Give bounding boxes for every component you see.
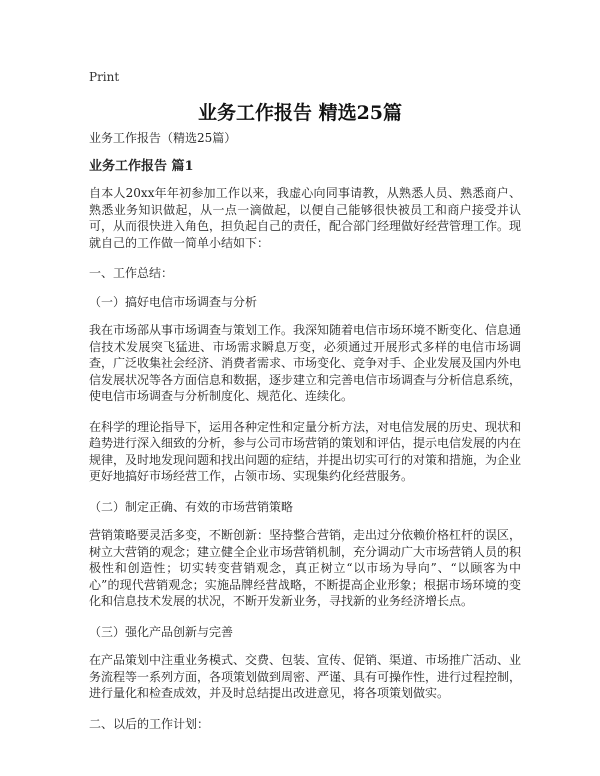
page-title: 业务工作报告 精选25篇: [197, 102, 403, 124]
section-title: 业务工作报告 篇1: [89, 158, 194, 174]
paragraph-marketing-strategy: 营销策略要灵活多变，不断创新：坚持整合营销，走出过分依赖价格杠杆的误区，树立大营销的观念；建立健全企业市场营销机制，充分调动广大市场营销人员的积极性和创造性；切实转变营销观念，真正树立“以市场为导向”、“以顾客为中心”的现代营销观念；实施品牌经营战略，不断提高企业形象；根据市场环境的变化和信息技术发展的状况，不断开发新业务，寻找新的业务经济增长点。: [89, 528, 522, 608]
paragraph-market-research-1: 我在市场部从事市场调查与策划工作。我深知随着电信市场环境不断变化、信息通信技术发展突飞猛进、市场需求瞬息万变，必须通过开展形式多样的电信市场调查，广泛收集社会经济、消费者需求、市场变化、竞争对手、企业发展及国内外电信发展状况等各方面信息和数据，逐步建立和完善电信市场调查与分析信息系统，使电信市场调查与分析制度化、规范化、连续化。: [89, 323, 522, 403]
document-subtitle: 业务工作报告（精选25篇）: [89, 131, 237, 145]
paragraph-market-research-2: 在科学的理论指导下，运用各种定性和定量分析方法，对电信发展的历史、现状和趋势进行深入细致的分析，参与公司市场营销的策划和评估，提示电信发展的内在规律，及时地发现问题和找出问题的症结，并提出切实可行的对策和措施，为企业更好地搞好市场经营工作，占领市场、实现集约化经营服务。: [89, 419, 522, 483]
print-link[interactable]: Print: [89, 70, 120, 84]
intro-paragraph: 自本人20xx年年初参加工作以来，我虚心向同事请教，从熟悉人员、熟悉商户、熟悉业务知识做起，从一点一滴做起，以便自己能够很快被员工和商户接受并认可，从而很快进入角色，担负起自己的责任，配合部门经理做好经营管理工作。现就自己的工作做一简单小结如下：: [89, 186, 522, 250]
subheading-market-research: （一）搞好电信市场调查与分析: [89, 294, 258, 309]
subheading-product-innovation: （三）强化产品创新与完善: [89, 624, 234, 639]
heading-work-summary: 一、工作总结：: [89, 266, 174, 280]
subheading-marketing-strategy: （二）制定正确、有效的市场营销策略: [89, 499, 294, 514]
paragraph-product-innovation: 在产品策划中注重业务模式、交费、包装、宣传、促销、渠道、市场推广活动、业务流程等一系列方面，各项策划做到周密、严谨、具有可操作性，进行过程控制，进行量化和检查成效，并及时总结提出改进意见，将各项策划做实。: [89, 653, 522, 700]
heading-future-plan: 二、以后的工作计划：: [89, 716, 210, 731]
document-body: [89, 130, 521, 744]
